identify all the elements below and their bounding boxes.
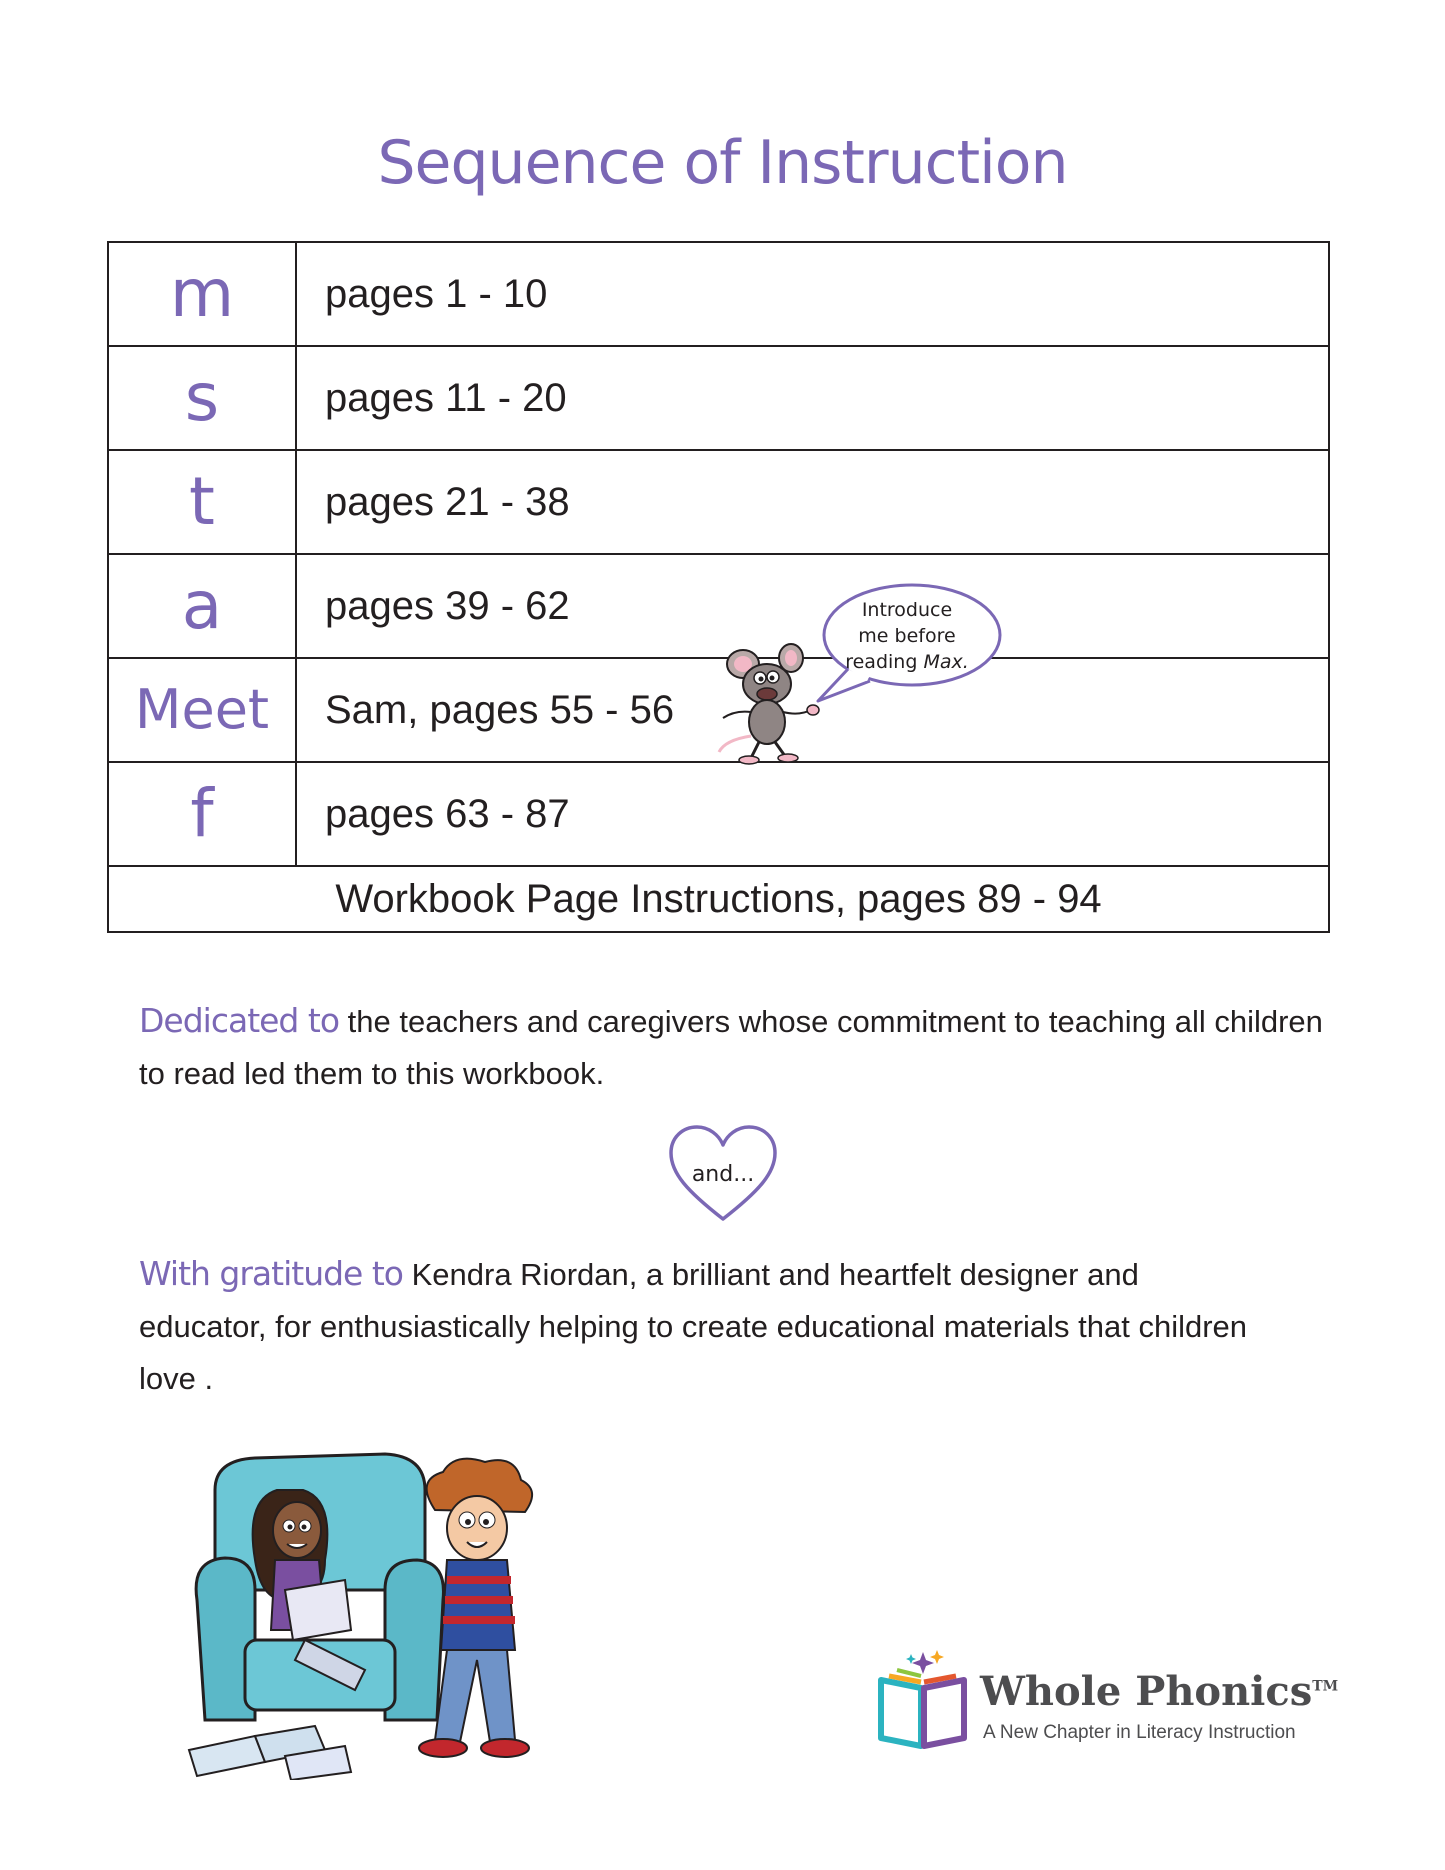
- whole-phonics-logo: [875, 1640, 1339, 1750]
- table-footer-row: [108, 866, 1329, 932]
- table-row: [108, 762, 1329, 866]
- gratitude-paragraph: [139, 1248, 1259, 1405]
- pages-cell: pages 39 - 62: [296, 554, 1329, 658]
- table-row: [108, 450, 1329, 554]
- letter-cell: t: [108, 450, 296, 554]
- gratitude-lead: With gratitude to: [139, 1254, 403, 1293]
- sequence-table: [107, 241, 1330, 933]
- letter-cell: f: [108, 762, 296, 866]
- pages-cell: Sam, pages 55 - 56: [296, 658, 1329, 762]
- mouse-illustration: [715, 640, 825, 765]
- dedication-lead: Dedicated to: [139, 1001, 340, 1040]
- letter-cell: a: [108, 554, 296, 658]
- bubble-line: Introduce: [861, 599, 953, 621]
- bubble-line: me before: [858, 625, 956, 647]
- dedication-text: the teachers and caregivers whose commitment to teaching all children to read led them to this workbook.: [139, 1004, 1323, 1091]
- logo-name: Whole Phonics™: [980, 1668, 1339, 1715]
- table-row: [108, 346, 1329, 450]
- letter-cell: s: [108, 346, 296, 450]
- speech-bubble-text: [822, 597, 992, 675]
- open-book-icon: [875, 1650, 970, 1750]
- gratitude-text: Kendra Riordan, a brilliant and heartfelt designer and educator, for enthusiastically helping to create educational materials that children love .: [139, 1257, 1248, 1396]
- book-title: Max.: [923, 651, 969, 673]
- heart-text: and...: [691, 1162, 755, 1187]
- pages-cell: pages 11 - 20: [296, 346, 1329, 450]
- workbook-instructions-cell: Workbook Page Instructions, pages 89 - 94: [108, 866, 1329, 932]
- pages-cell: pages 1 - 10: [296, 242, 1329, 346]
- trademark-mark: TM: [1312, 1678, 1339, 1695]
- letter-cell: Meet: [108, 658, 296, 762]
- dedication-paragraph: [139, 995, 1329, 1100]
- pages-cell: pages 21 - 38: [296, 450, 1329, 554]
- page-title: Sequence of Instruction: [377, 128, 1068, 198]
- letter-cell: m: [108, 242, 296, 346]
- bubble-line: reading Max.: [845, 651, 969, 673]
- logo-tagline: A New Chapter in Literacy Instruction: [983, 1722, 1296, 1743]
- table-row: [108, 242, 1329, 346]
- children-reading-illustration: [185, 1450, 595, 1780]
- pages-cell: pages 63 - 87: [296, 762, 1329, 866]
